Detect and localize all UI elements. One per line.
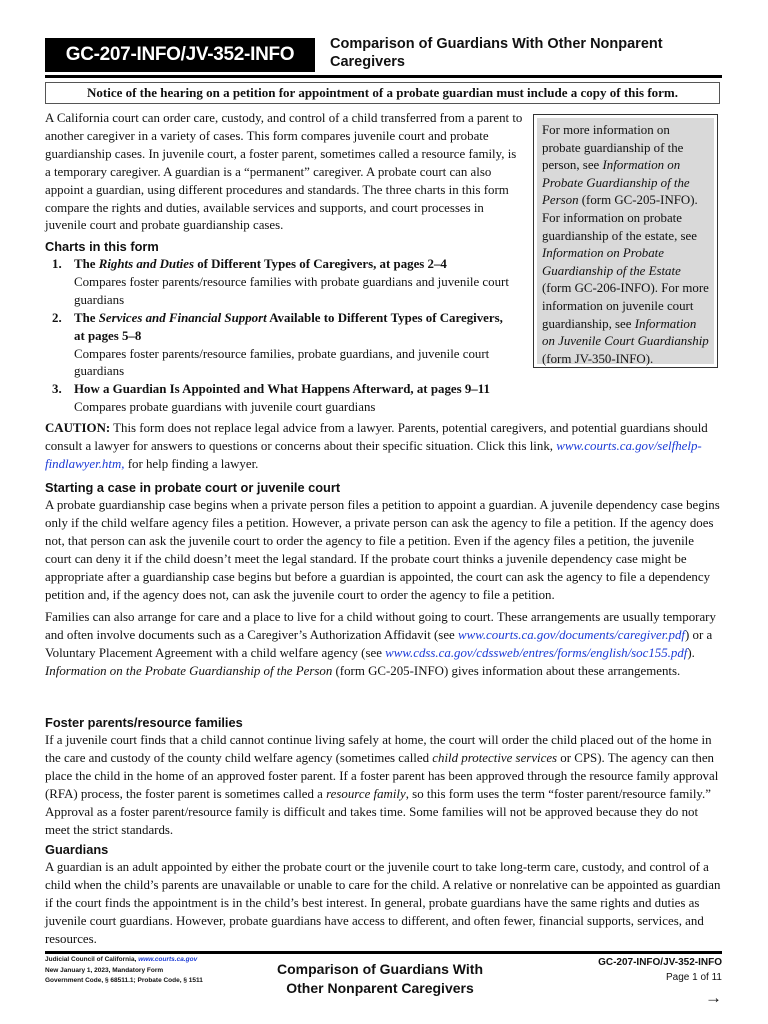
sidebar-ref-juvenile: Information on Juvenile Court Guardianship	[542, 316, 709, 349]
info-sidebar	[533, 114, 718, 368]
item-description: Compares probate guardians with juvenile court guardians	[74, 400, 376, 415]
notice-box: Notice of the hearing on a petition for appointment of a probate guardian must include a copy of this form.	[45, 82, 720, 104]
sidebar-text: (form JV-350-INFO).	[542, 351, 654, 366]
form-code-badge: GC-207-INFO/JV-352-INFO	[45, 38, 315, 72]
foster-paragraph	[45, 732, 723, 839]
footer-form-code: GC-207-INFO/JV-352-INFO	[598, 957, 722, 968]
text: or CPS). The agency can then place the child in the home of an approved foster parent. If a foster parent has been approved through the resource family approval (RFA) process, the foster parent is sometimes called a	[45, 750, 719, 801]
next-page-arrow-icon[interactable]: →	[705, 988, 722, 1007]
text: Families can also arrange for care and a place to live for a child without going to court. These arrangements are usually temporary and often involve documents such as a Caregiver’s Authorization Affidavit (see	[45, 610, 716, 643]
footer-org: Judicial Council of California,	[45, 956, 139, 963]
starting-paragraph-2	[45, 609, 723, 681]
item-description: Compares foster parents/resource families with probate guardians and juvenile court guardians	[74, 274, 509, 307]
footer-date: New January 1, 2023, Mandatory Form	[45, 966, 164, 974]
sidebar-ref-estate: Information on Probate Guardianship of the Estate	[542, 246, 681, 278]
header-rule	[45, 75, 722, 78]
item-title-italic: Services and Financial Support	[98, 310, 267, 325]
item-title-italic: Rights and Duties	[98, 257, 194, 271]
chart-item	[45, 310, 505, 382]
item-number: 2.	[52, 310, 62, 325]
item-description: Compares foster parents/resource families, probate guardians, and juvenile court guardians	[74, 346, 490, 379]
text: ).	[687, 646, 695, 661]
footer-title-line: Other Nonparent Caregivers	[286, 980, 474, 996]
caregiver-affidavit-link[interactable]: www.courts.ca.gov/documents/caregiver.pdf	[458, 628, 685, 643]
soc155-link[interactable]: www.cdss.ca.gov/cdssweb/entres/forms/english/soc155.pdf	[385, 646, 688, 661]
caution-label: CAUTION:	[45, 421, 111, 435]
sidebar-text: (form GC-206-INFO). For more information on juvenile court guardianship, see	[542, 281, 709, 331]
footer-title	[250, 960, 510, 998]
footer-codes: Government Code, § 68511.1; Probate Code, § 1511	[45, 977, 203, 984]
item-number: 3.	[52, 382, 62, 397]
text: If a juvenile court finds that a child cannot continue living safely at home, the court will order the child placed out of the home in the care and custody of the county child welfare agency (sometimes called	[45, 733, 712, 765]
text: , so this form uses the term “foster parent/resource family.” Approval as a foster parent/resource family is difficult and takes time. Some families will not be approved because they do not meet the strict standards.	[45, 786, 711, 837]
item-title: The	[74, 257, 99, 271]
charts-heading: Charts in this form	[45, 239, 159, 254]
guardians-heading: Guardians	[45, 842, 109, 857]
caution-paragraph	[45, 420, 723, 474]
text: ) or a Voluntary Placement Agreement with a child welfare agency (see	[45, 628, 713, 661]
intro-paragraph: A California court can order care, custody, and control of a child transferred from a parent to another caregiver in a variety of cases. This form compares juvenile court and probate guardianship cases. In juvenile court, a foster parent, sometimes called a resource family, is a temporary caregiver. A guardian is a “permanent” caregiver. A probate court can also appoint a guardian, using different procedures and standards. The three charts in this form compare the rights and duties, available services and supports, and court processes in juvenile court and probate guardianship cases.	[45, 111, 523, 233]
sidebar-ref-person: Information on Probate Guardianship of the Person	[542, 158, 690, 208]
footer-title-line: Comparison of Guardians With	[277, 961, 483, 977]
sidebar-text: (form GC-205-INFO). For information on probate guardianship of the estate, see	[542, 193, 698, 243]
term-cps: child protective services	[432, 750, 558, 765]
text: (form GC-205-INFO) gives information about these arrangements.	[332, 664, 681, 679]
starting-paragraph-1: A probate guardianship case begins when a private person files a petition to appoint a guardian. A juvenile dependency case begins only if the child welfare agency files a petition. However, a private person can ask the agency to file a petition. If the agency does not, that person can ask the juvenile court to order the agency to file a petition. Even if the agency files a petition, the juvenile court can deny it if the child doesn’t meet the legal standard. If the probate court thinks a juvenile dependency case might be appropriate after a guardianship case begins but before a guardian is appointed, the court can ask the agency to file a dependency petition and, if the agency does not, can ask the juvenile court to order the agency to file a petition.	[45, 498, 720, 602]
chart-item	[45, 381, 525, 417]
item-title: How a Guardian Is Appointed and What Happens Afterward, at pages 9–11	[74, 382, 490, 397]
foster-section	[45, 714, 723, 839]
footer-rule	[45, 951, 722, 954]
courts-link[interactable]: www.courts.ca.gov	[138, 956, 198, 963]
form-title: Comparison of Guardians With Other Nonparent Caregivers	[330, 36, 663, 70]
guardians-section	[45, 841, 723, 949]
caution-text: This form does not replace legal advice from a lawyer. Parents, potential caregivers, and potential guardians should consult a lawyer for answers to questions or concerns about their specific situation. Click this link,	[45, 421, 708, 453]
sidebar-text: For more information on probate guardianship of the person, see	[542, 123, 684, 173]
item-title: Available to Different Types of Caregivers, at pages 5–8	[74, 310, 503, 343]
starting-heading: Starting a case in probate court or juvenile court	[45, 480, 341, 495]
form-reference: Information on the Probate Guardianship of the Person	[45, 664, 333, 679]
term-resource-family: resource family	[326, 786, 406, 801]
item-title: of Different Types of Caregivers, at pages 2–4	[194, 257, 447, 271]
chart-item	[45, 256, 525, 310]
starting-section	[45, 479, 723, 681]
guardians-paragraph: A guardian is an adult appointed by either the probate court or the juvenile court to take long-term care, custody, and control of a child when the child’s parents are unavailable or unable to care for the child. A relative or nonrelative can be appointed as guardian if the court finds the appointment is in the child’s best interest. In general, probate guardians have the same rights and duties as juvenile court guardians. However, probate guardians have access to different, and often fewer, financial supports, services, and resources.	[45, 860, 721, 946]
footer-left	[45, 955, 203, 987]
item-number: 1.	[52, 257, 62, 271]
footer-right	[598, 955, 722, 1011]
foster-heading: Foster parents/resource families	[45, 715, 243, 730]
item-title: The	[74, 310, 99, 325]
find-lawyer-link[interactable]: www.courts.ca.gov/selfhelp-findlawyer.htm,	[45, 438, 702, 471]
page-number: Page 1 of 11	[666, 972, 722, 983]
charts-section	[45, 238, 525, 417]
caution-text: for help finding a lawyer.	[124, 456, 259, 471]
